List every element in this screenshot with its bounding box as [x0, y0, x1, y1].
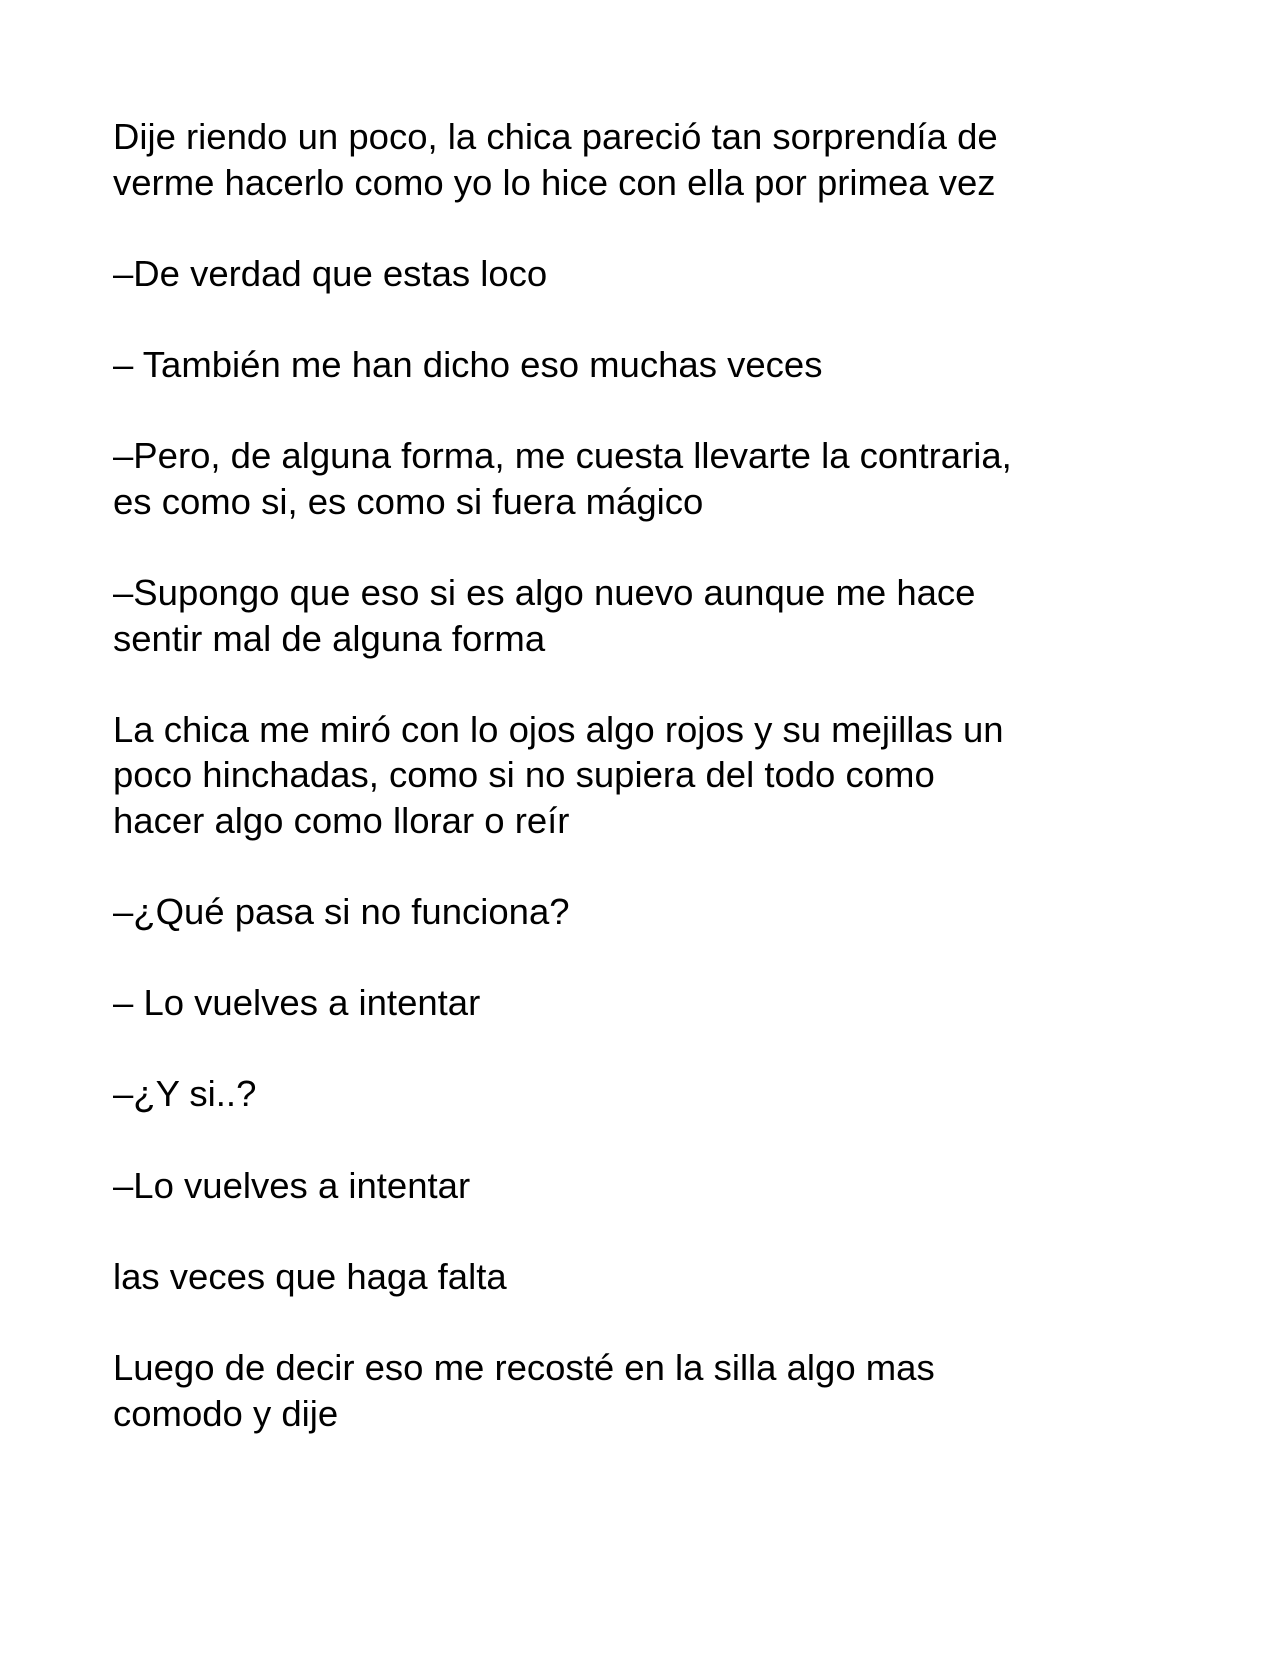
- paragraph: [113, 433, 1213, 524]
- text-line: comodo y dije: [113, 1392, 339, 1434]
- text-line: es como si, es como si fuera mágico: [113, 480, 704, 522]
- paragraph: [113, 1345, 1213, 1436]
- paragraph: [113, 1071, 1213, 1117]
- paragraph: [113, 1254, 1213, 1300]
- paragraph: [113, 114, 1213, 205]
- paragraph: [113, 707, 1213, 844]
- paragraph: [113, 251, 1213, 297]
- text-line: –Lo vuelves a intentar: [113, 1164, 471, 1206]
- text-line: –¿Y si..?: [113, 1073, 257, 1115]
- text-line: – Lo vuelves a intentar: [113, 982, 481, 1024]
- text-line: –De verdad que estas loco: [113, 252, 548, 294]
- paragraph: [113, 980, 1213, 1026]
- text-line: –¿Qué pasa si no funciona?: [113, 891, 570, 933]
- paragraph: [113, 1163, 1213, 1209]
- text-line: verme hacerlo como yo lo hice con ella por primea vez: [113, 161, 996, 203]
- paragraph: [113, 342, 1213, 388]
- text-line: Dije riendo un poco, la chica pareció tan sorprendía de: [113, 116, 998, 157]
- paragraph: [113, 570, 1213, 661]
- text-line: hacer algo como llorar o reír: [113, 799, 570, 841]
- text-line: Luego de decir eso me recosté en la silla algo mas: [113, 1347, 935, 1389]
- text-line: poco hinchadas, como si no supiera del todo como: [113, 754, 935, 796]
- text-line: las veces que haga falta: [113, 1255, 507, 1297]
- text-line: –Supongo que eso si es algo nuevo aunque me hace: [113, 571, 976, 613]
- text-line: La chica me miró con lo ojos algo rojos y su mejillas un: [113, 708, 1004, 750]
- paragraph: [113, 889, 1213, 935]
- text-line: –Pero, de alguna forma, me cuesta llevarte la contraria,: [113, 435, 1012, 477]
- document-page: [113, 114, 1213, 1482]
- text-line: sentir mal de alguna forma: [113, 617, 546, 659]
- text-line: – También me han dicho eso muchas veces: [113, 343, 823, 385]
